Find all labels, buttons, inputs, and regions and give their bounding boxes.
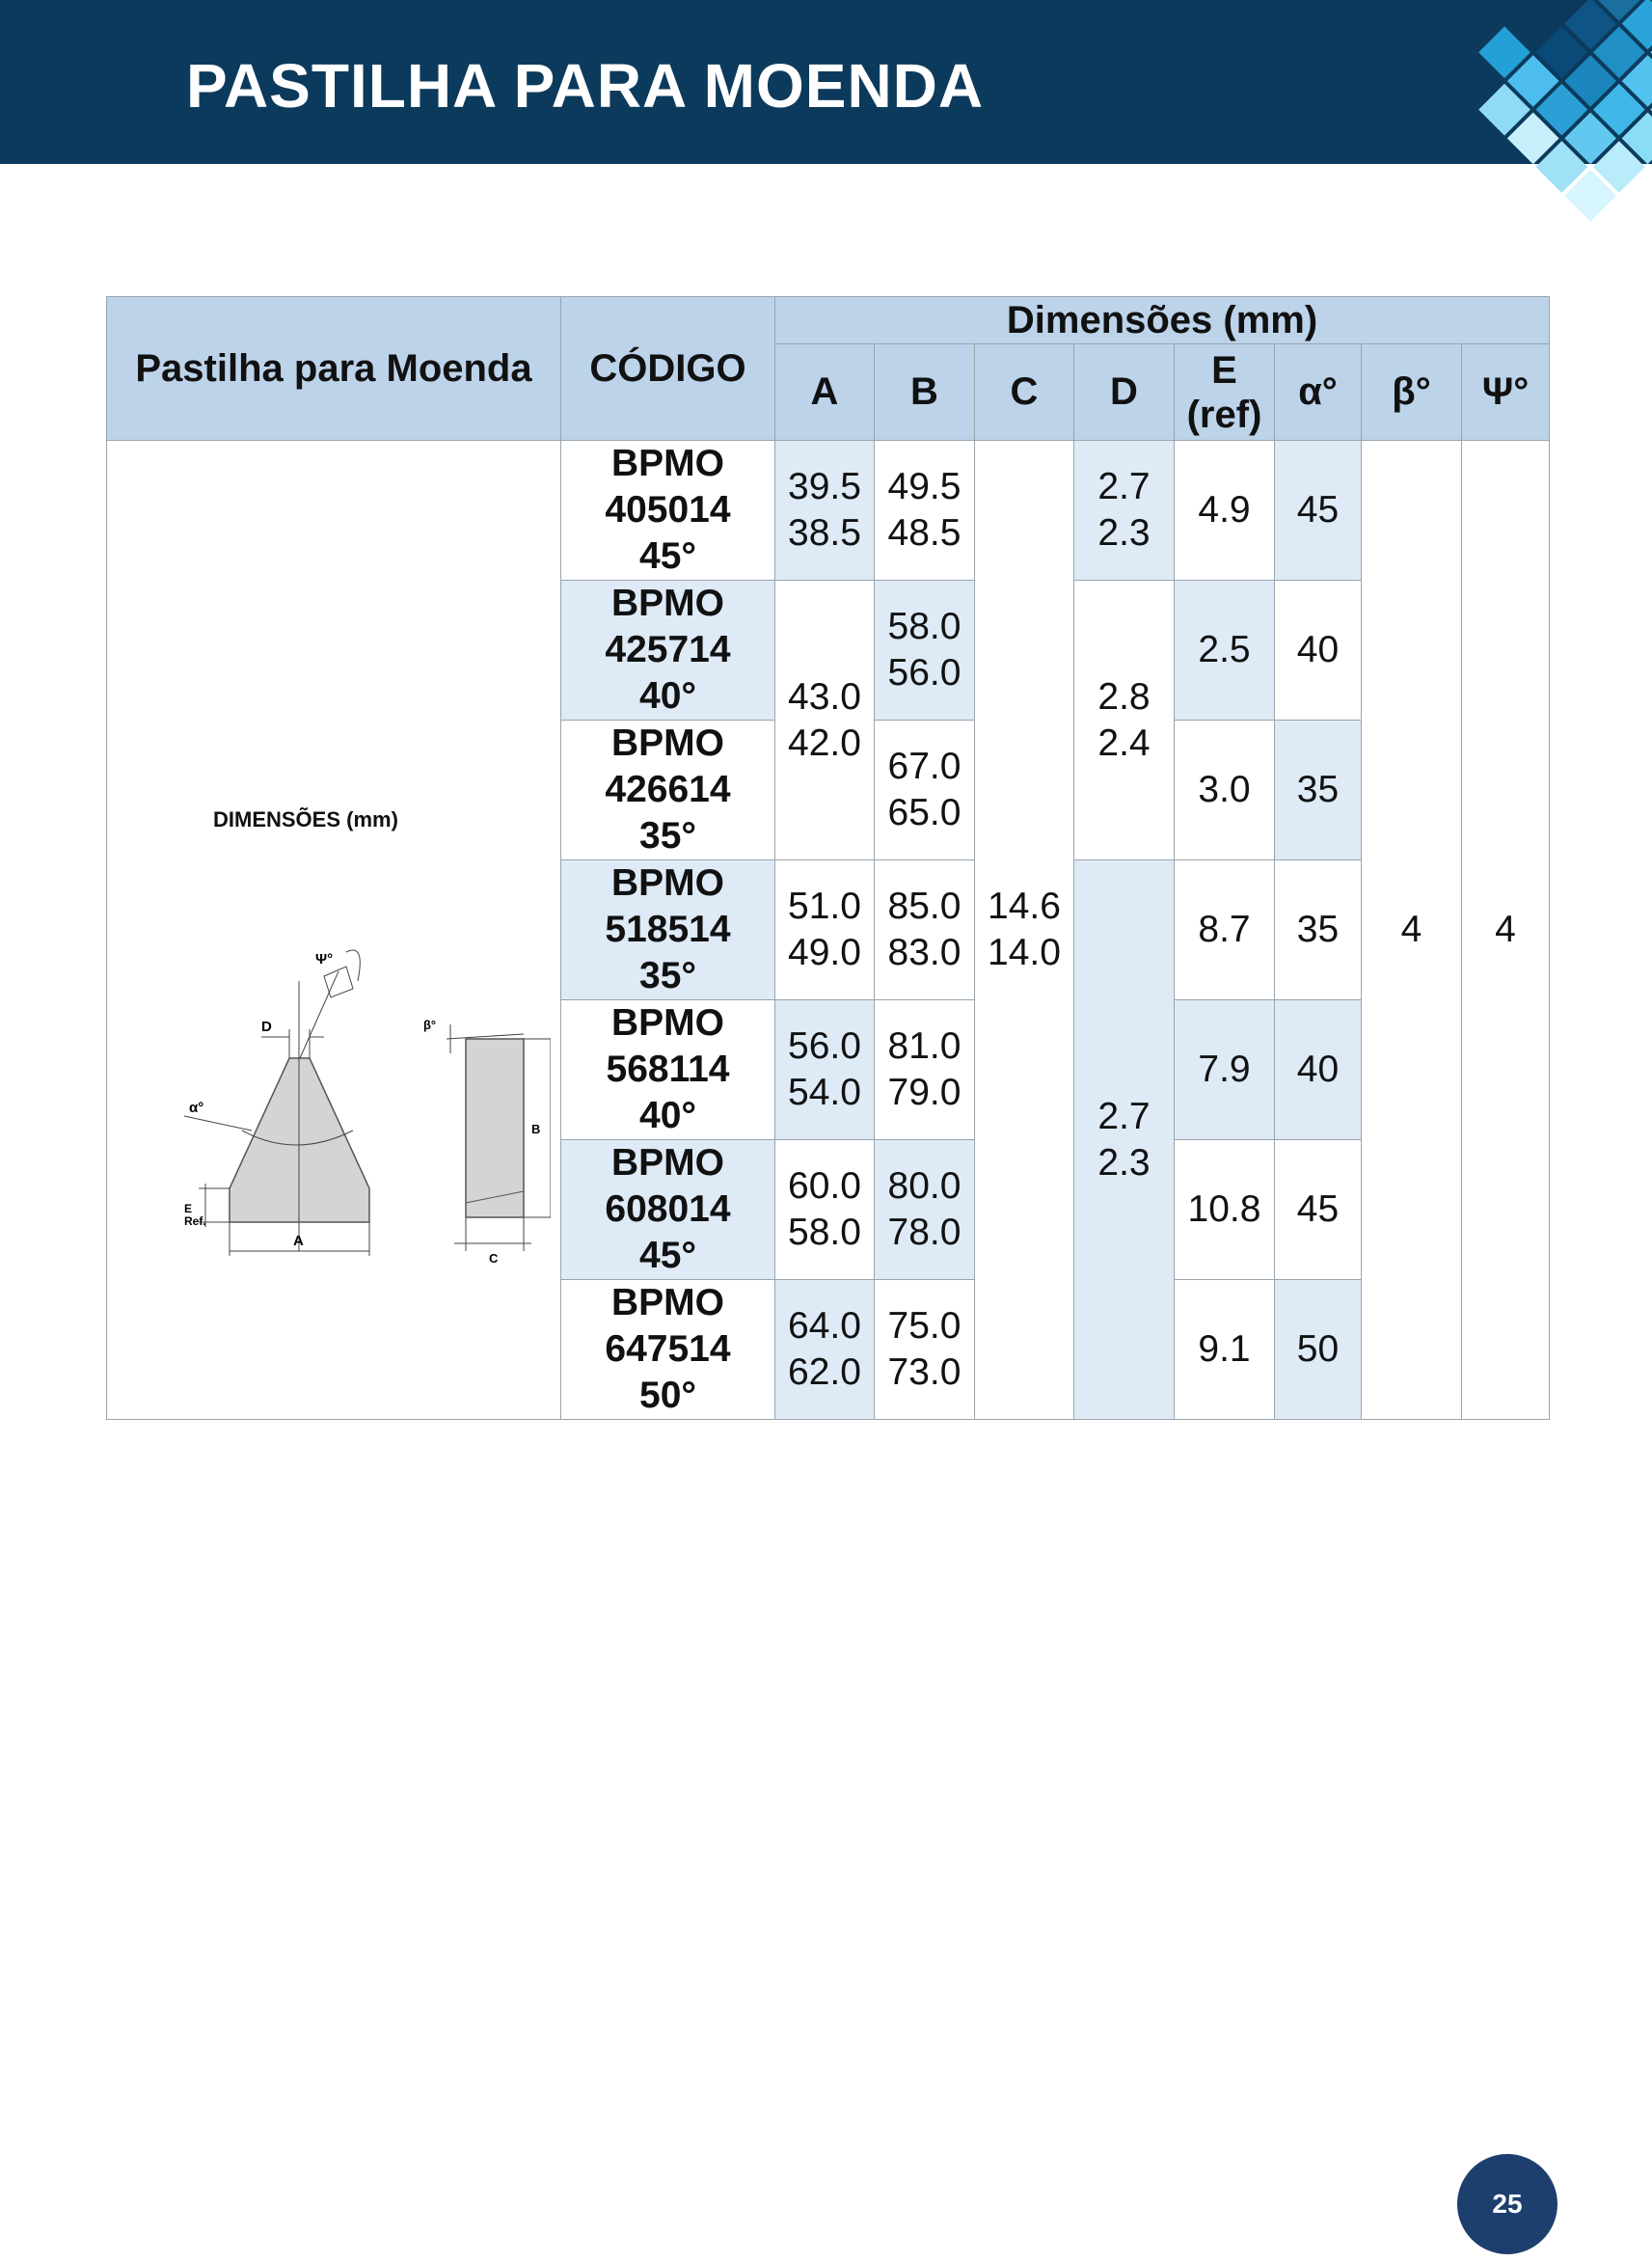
insert-side-view xyxy=(466,1039,524,1217)
b-cell: 67.0 65.0 xyxy=(875,721,975,860)
e-cell: 2.5 xyxy=(1175,581,1275,721)
header-c: C xyxy=(975,344,1074,441)
label-e-ref: E Ref. xyxy=(184,1202,206,1229)
insert-dimension-drawing xyxy=(126,885,551,1299)
a-cell: 51.0 49.0 xyxy=(775,860,875,1000)
label-d: D xyxy=(261,1019,272,1035)
d-cell: 2.7 2.3 xyxy=(1074,860,1175,1420)
header-a: A xyxy=(775,344,875,441)
header-dimensions: Dimensões (mm) xyxy=(775,297,1550,344)
alpha-cell: 40 xyxy=(1275,581,1362,721)
a-cell: 60.0 58.0 xyxy=(775,1140,875,1280)
b-cell: 75.0 73.0 xyxy=(875,1280,975,1420)
e-cell: 9.1 xyxy=(1175,1280,1275,1420)
page-number-badge: 25 xyxy=(1457,2154,1557,2254)
header-e-ref: E (ref) xyxy=(1175,344,1275,441)
dimension-drawing-cell xyxy=(107,441,561,1420)
header-diamond-decoration xyxy=(1334,0,1652,232)
code-cell: BPMO 608014 45° xyxy=(561,1140,775,1280)
b-cell: 49.5 48.5 xyxy=(875,441,975,581)
b-cell: 81.0 79.0 xyxy=(875,1000,975,1140)
b-cell: 80.0 78.0 xyxy=(875,1140,975,1280)
e-cell: 8.7 xyxy=(1175,860,1275,1000)
beta-cell: 4 xyxy=(1362,441,1462,1420)
b-cell: 58.0 56.0 xyxy=(875,581,975,721)
code-cell: BPMO 405014 45° xyxy=(561,441,775,581)
d-cell: 2.7 2.3 xyxy=(1074,441,1175,581)
alpha-cell: 45 xyxy=(1275,441,1362,581)
label-psi: Ψ° xyxy=(315,951,334,967)
alpha-cell: 35 xyxy=(1275,860,1362,1000)
header-product: Pastilha para Moenda xyxy=(107,297,561,441)
d-cell: 2.8 2.4 xyxy=(1074,581,1175,860)
a-cell: 39.5 38.5 xyxy=(775,441,875,581)
e-cell: 4.9 xyxy=(1175,441,1275,581)
alpha-cell: 40 xyxy=(1275,1000,1362,1140)
label-c: C xyxy=(489,1251,499,1266)
label-beta: β° xyxy=(423,1018,437,1032)
header-beta: β° xyxy=(1362,344,1462,441)
alpha-cell: 50 xyxy=(1275,1280,1362,1420)
header-b: B xyxy=(875,344,975,441)
e-cell: 3.0 xyxy=(1175,721,1275,860)
code-cell: BPMO 568114 40° xyxy=(561,1000,775,1140)
header-alpha: α° xyxy=(1275,344,1362,441)
drawing-caption: DIMENSÕES (mm) xyxy=(213,807,398,831)
header-d: D xyxy=(1074,344,1175,441)
a-cell: 56.0 54.0 xyxy=(775,1000,875,1140)
alpha-cell: 45 xyxy=(1275,1140,1362,1280)
a-cell: 64.0 62.0 xyxy=(775,1280,875,1420)
e-cell: 7.9 xyxy=(1175,1000,1275,1140)
header-code: CÓDIGO xyxy=(561,297,775,441)
label-a: A xyxy=(293,1233,304,1249)
label-b: B xyxy=(531,1122,541,1136)
c-cell: 14.6 14.0 xyxy=(975,441,1074,1420)
e-cell: 10.8 xyxy=(1175,1140,1275,1280)
code-cell: BPMO 426614 35° xyxy=(561,721,775,860)
label-alpha: α° xyxy=(189,1100,204,1116)
a-cell: 43.0 42.0 xyxy=(775,581,875,860)
code-cell: BPMO 518514 35° xyxy=(561,860,775,1000)
alpha-cell: 35 xyxy=(1275,721,1362,860)
header-psi: Ψ° xyxy=(1462,344,1550,441)
b-cell: 85.0 83.0 xyxy=(875,860,975,1000)
code-cell: BPMO 647514 50° xyxy=(561,1280,775,1420)
code-cell: BPMO 425714 40° xyxy=(561,581,775,721)
specification-table xyxy=(106,296,1550,1420)
psi-cell: 4 xyxy=(1462,441,1550,1420)
page-title: PASTILHA PARA MOENDA xyxy=(186,51,985,121)
